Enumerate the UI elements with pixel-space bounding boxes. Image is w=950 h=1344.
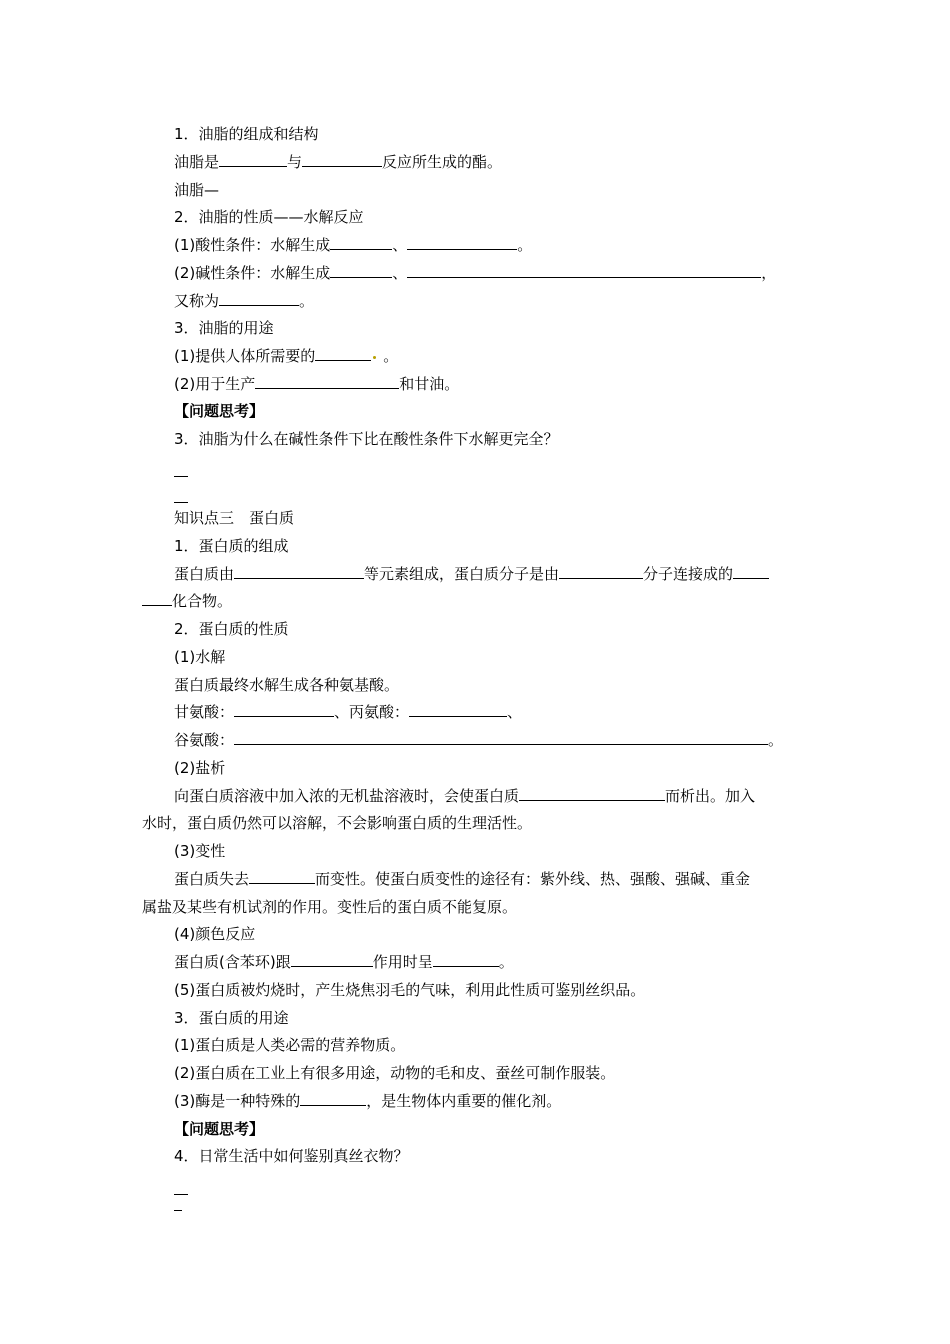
property-denaturation: (3)变性 bbox=[174, 842, 226, 860]
oil-formula-label: 油脂— bbox=[174, 181, 220, 199]
blank[interactable] bbox=[300, 1091, 366, 1106]
amino-acids-2: 谷氨酸： 。 bbox=[174, 731, 784, 749]
color-reaction-text: 蛋白质(含苯环)跟 作用时呈 。 bbox=[174, 953, 514, 971]
answer-line[interactable] bbox=[174, 502, 188, 503]
blank[interactable] bbox=[291, 952, 373, 967]
think-label-2: 【问题思考】 bbox=[174, 1120, 265, 1138]
oil-use-2: (2)用于生产 和甘油。 bbox=[174, 375, 460, 393]
dot-mark bbox=[373, 356, 376, 359]
answer-line[interactable] bbox=[174, 1194, 188, 1195]
blank[interactable] bbox=[234, 564, 364, 579]
blank[interactable] bbox=[733, 564, 769, 579]
blank[interactable] bbox=[255, 374, 399, 389]
heading-protein-properties: 2．蛋白质的性质 bbox=[174, 620, 289, 638]
denaturation-text: 蛋白质失去 而变性。使蛋白质变性的途径有：紫外线、热、强酸、强碱、重金 bbox=[174, 870, 751, 888]
protein-composition: 蛋白质由 等元素组成，蛋白质分子是由 分子连接成的 bbox=[174, 564, 769, 584]
acid-hydrolysis: (1)酸性条件：水解生成 、 。 bbox=[174, 236, 533, 254]
amino-acids-1: 甘氨酸： 、丙氨酸： 、 bbox=[174, 703, 523, 721]
heading-oil-uses: 3．油脂的用途 bbox=[174, 319, 274, 337]
answer-line[interactable] bbox=[174, 1210, 182, 1211]
blank[interactable] bbox=[142, 591, 172, 606]
saponification-name: 又称为 。 bbox=[174, 292, 315, 310]
blank[interactable] bbox=[302, 152, 382, 167]
blank[interactable] bbox=[219, 291, 299, 306]
answer-line[interactable] bbox=[174, 476, 188, 477]
heading-protein-composition: 1．蛋白质的组成 bbox=[174, 537, 289, 555]
blank[interactable] bbox=[315, 346, 371, 361]
blank[interactable] bbox=[409, 702, 507, 717]
protein-use-3: (3)酶是一种特殊的 ，是生物体内重要的催化剂。 bbox=[174, 1092, 562, 1110]
section-title-protein: 知识点三 蛋白质 bbox=[174, 509, 295, 527]
question-3: 3．油脂为什么在碱性条件下比在酸性条件下水解更完全？ bbox=[174, 430, 559, 448]
blank[interactable] bbox=[519, 786, 665, 801]
property-hydrolysis: (1)水解 bbox=[174, 648, 226, 666]
blank[interactable] bbox=[219, 152, 287, 167]
blank[interactable] bbox=[234, 702, 334, 717]
blank[interactable] bbox=[249, 869, 315, 884]
blank[interactable] bbox=[433, 952, 499, 967]
heading-protein-uses: 3．蛋白质的用途 bbox=[174, 1009, 289, 1027]
protein-use-1: (1)蛋白质是人类必需的营养物质。 bbox=[174, 1036, 406, 1054]
blank[interactable] bbox=[407, 235, 517, 250]
salting-out-text: 向蛋白质溶液中加入浓的无机盐溶液时，会使蛋白质 而析出。加入 bbox=[174, 787, 756, 805]
blank[interactable] bbox=[330, 235, 392, 250]
question-4: 4．日常生活中如何鉴别真丝衣物？ bbox=[174, 1147, 409, 1165]
protein-composition-cont: 化合物。 bbox=[142, 591, 232, 611]
blank[interactable] bbox=[330, 263, 392, 278]
think-label-1: 【问题思考】 bbox=[174, 402, 265, 420]
heading-oil-structure: 1．油脂的组成和结构 bbox=[174, 125, 319, 143]
base-hydrolysis: (2)碱性条件：水解生成 、 ， bbox=[174, 264, 777, 282]
property-burning: (5)蛋白质被灼烧时，产生烧焦羽毛的气味，利用此性质可鉴别丝织品。 bbox=[174, 981, 646, 999]
heading-oil-properties: 2．油脂的性质——水解反应 bbox=[174, 208, 364, 226]
blank[interactable] bbox=[559, 564, 643, 579]
blank[interactable] bbox=[407, 263, 761, 278]
protein-use-2: (2)蛋白质在工业上有很多用途，动物的毛和皮、蚕丝可制作服装。 bbox=[174, 1064, 616, 1082]
oil-use-1: (1)提供人体所需要的 。 bbox=[174, 347, 399, 365]
property-color-reaction: (4)颜色反应 bbox=[174, 925, 256, 943]
denaturation-cont: 属盐及某些有机试剂的作用。变性后的蛋白质不能复原。 bbox=[142, 898, 518, 916]
blank[interactable] bbox=[234, 730, 768, 745]
oil-definition: 油脂是 与 反应所生成的酯。 bbox=[174, 153, 503, 171]
hydrolysis-text: 蛋白质最终水解生成各种氨基酸。 bbox=[174, 676, 400, 694]
property-salting-out: (2)盐析 bbox=[174, 759, 226, 777]
salting-out-cont: 水时，蛋白质仍然可以溶解，不会影响蛋白质的生理活性。 bbox=[142, 814, 533, 832]
